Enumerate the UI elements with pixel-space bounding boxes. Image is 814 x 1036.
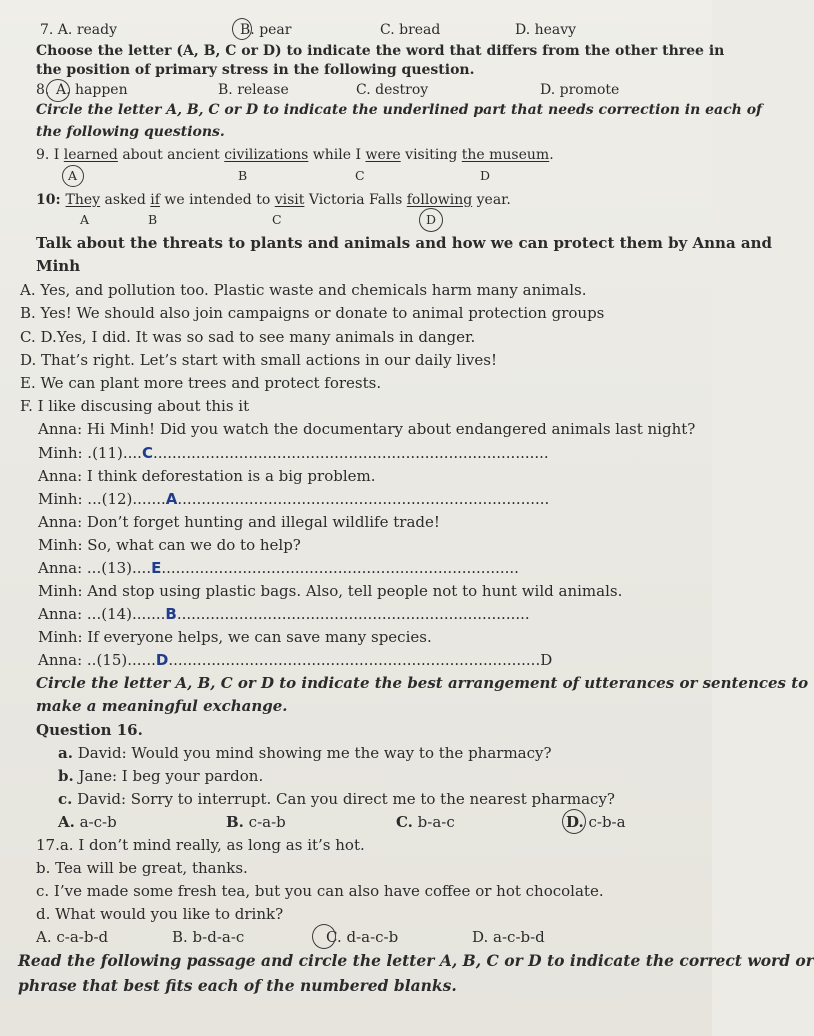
dialogue-blank-suffix: D bbox=[540, 651, 553, 669]
dialogue-blank-prefix: Minh: ...(12)....... bbox=[38, 490, 166, 508]
dialogue-line: Minh: So, what can we do to help? bbox=[38, 536, 301, 554]
utterance-d: D. That’s right. Let’s start with small actions in our daily lives! bbox=[20, 351, 497, 369]
q10-part-4: year. bbox=[472, 192, 511, 208]
q9-label-a: A bbox=[68, 168, 78, 183]
dialogue-title-line1: Talk about the threats to plants and animals and how we can protect them by Anna and bbox=[36, 234, 772, 252]
q10-label-a: A bbox=[80, 212, 90, 227]
q9-underline-a: learned bbox=[63, 147, 118, 163]
dialogue-line bbox=[38, 558, 519, 578]
q10-part-1: asked bbox=[100, 192, 151, 208]
q10-label-c: C bbox=[272, 212, 282, 227]
handwritten-answer: E bbox=[151, 559, 162, 577]
q10-underline-d: following bbox=[406, 192, 473, 208]
arrange-instruction-line1: Circle the letter A, B, C or D to indicate the best arrangement of utterances or sentences to bbox=[36, 674, 809, 692]
answer-circle bbox=[419, 208, 443, 232]
utterance-e: E. We can plant more trees and protect forests. bbox=[20, 374, 382, 392]
handwritten-answer: D bbox=[155, 651, 169, 669]
reading-instruction-line1: Read the following passage and circle the letter A, B, C or D to indicate the correct word or bbox=[18, 951, 814, 970]
q16-line-a: a. David: Would you mind showing me the way to the pharmacy? bbox=[58, 744, 552, 762]
dialogue-blank-prefix: Minh: .(11).... bbox=[38, 444, 142, 462]
q9-part-3: while I bbox=[308, 147, 366, 163]
q16-option-b: B. c-a-b bbox=[226, 813, 286, 831]
q10-label-b: B bbox=[148, 212, 158, 227]
answer-circle bbox=[312, 924, 336, 949]
utterance-b: B. Yes! We should also join campaigns or donate to animal protection groups bbox=[20, 304, 605, 322]
utterance-a: A. Yes, and pollution too. Plastic waste and chemicals harm many animals. bbox=[20, 281, 587, 299]
q9-part-4: visiting bbox=[400, 147, 462, 163]
handwritten-answer: C bbox=[141, 444, 153, 462]
dialogue-line: Anna: Hi Minh! Did you watch the documentary about endangered animals last night? bbox=[38, 420, 696, 438]
q17-option-b: B. b-d-a-c bbox=[172, 928, 245, 946]
dialogue-blank-dots: .......................................................................... bbox=[176, 605, 530, 623]
q7-option-d: D. heavy bbox=[515, 22, 577, 38]
arrange-instruction-line2: make a meaningful exchange. bbox=[36, 697, 288, 715]
q10-part-2: we intended to bbox=[159, 192, 275, 208]
dialogue-title-line2: Minh bbox=[36, 257, 81, 275]
dialogue-line bbox=[38, 650, 552, 670]
q17-line-a: 17.a. I don’t mind really, as long as it’s hot. bbox=[36, 836, 365, 854]
reading-instruction-line2: phrase that best fits each of the numbered blanks. bbox=[18, 976, 457, 995]
q16-option-a: A. a-c-b bbox=[58, 813, 117, 831]
stress-instruction-line1: Choose the letter (A, B, C or D) to indicate the word that differs from the other three in bbox=[36, 43, 725, 59]
q17-line-b: b. Tea will be great, thanks. bbox=[36, 859, 248, 877]
q10-underline-a: They bbox=[65, 192, 101, 208]
dialogue-line: Minh: And stop using plastic bags. Also, tell people not to hunt wild animals. bbox=[38, 582, 623, 600]
answer-circle bbox=[46, 79, 70, 102]
q10-underline-b: if bbox=[150, 192, 160, 208]
handwritten-answer: A bbox=[165, 490, 178, 508]
q8-option-b: B. release bbox=[218, 82, 289, 98]
dialogue-blank-dots: ................................................................................... bbox=[152, 444, 549, 462]
dialogue-line bbox=[38, 443, 549, 463]
q10-part-3: Victoria Falls bbox=[304, 192, 407, 208]
q8-number: 8. bbox=[36, 82, 50, 98]
dialogue-line: Anna: Don’t forget hunting and illegal wildlife trade! bbox=[38, 513, 440, 531]
dialogue-blank-dots: .............................................................................. bbox=[177, 490, 550, 508]
answer-circle bbox=[62, 165, 84, 187]
q8-option-d: D. promote bbox=[540, 82, 620, 98]
dialogue-blank-prefix: Anna: ...(13).... bbox=[38, 559, 152, 577]
dialogue-line bbox=[38, 604, 530, 624]
q9-part-1: 9. I bbox=[36, 147, 64, 163]
q16-heading: Question 16. bbox=[36, 721, 143, 739]
q9-part-2: about ancient bbox=[117, 147, 225, 163]
q9-underline-c: were bbox=[365, 147, 401, 163]
q8-option-a: A. happen bbox=[56, 82, 128, 98]
q17-option-a: A. c-a-b-d bbox=[36, 928, 109, 946]
q10-label-d: D bbox=[426, 212, 437, 227]
q10-number: 10: bbox=[36, 192, 66, 208]
q16-option-c: C. b-a-c bbox=[396, 813, 455, 831]
dialogue-blank-prefix: Anna: ...(14)....... bbox=[38, 605, 166, 623]
handwritten-answer: B bbox=[165, 605, 177, 623]
q10-sentence bbox=[36, 190, 511, 210]
q9-label-c: C bbox=[355, 168, 365, 183]
answer-circle bbox=[562, 809, 586, 834]
dialogue-blank-dots: .............................................................................. bbox=[168, 651, 541, 669]
utterance-c: C. D.Yes, I did. It was so sad to see many animals in danger. bbox=[20, 328, 476, 346]
dialogue-line: Minh: If everyone helps, we can save many species. bbox=[38, 628, 432, 646]
q17-option-c: C. d-a-c-b bbox=[326, 928, 399, 946]
q10-underline-c: visit bbox=[274, 192, 305, 208]
q16-line-b: b. Jane: I beg your pardon. bbox=[58, 767, 264, 785]
q16-option-d: D. c-b-a bbox=[566, 813, 626, 831]
q9-underline-d: the museum bbox=[461, 147, 550, 163]
stress-instruction-line2: the position of primary stress in the following question. bbox=[36, 62, 475, 78]
q17-line-c: c. I’ve made some fresh tea, but you can also have coffee or hot chocolate. bbox=[36, 882, 604, 900]
q9-part-5: . bbox=[549, 147, 554, 163]
q16-line-c: c. David: Sorry to interrupt. Can you direct me to the nearest pharmacy? bbox=[58, 790, 615, 808]
q7-option-b: B. pear bbox=[240, 22, 292, 38]
answer-circle bbox=[232, 18, 252, 40]
q17-option-d: D. a-c-b-d bbox=[472, 928, 545, 946]
q7-option-c: C. bread bbox=[380, 22, 441, 38]
utterance-f: F. I like discusing about this it bbox=[20, 397, 250, 415]
error-instruction-line2: the following questions. bbox=[36, 124, 225, 140]
q9-underline-b: civilizations bbox=[224, 147, 309, 163]
q8-option-c: C. destroy bbox=[356, 82, 429, 98]
q9-label-b: B bbox=[238, 168, 248, 183]
q17-line-d: d. What would you like to drink? bbox=[36, 905, 284, 923]
dialogue-blank-prefix: Anna: ..(15)...... bbox=[38, 651, 156, 669]
error-instruction-line1: Circle the letter A, B, C or D to indicate the underlined part that needs correction in each of bbox=[36, 102, 763, 118]
dialogue-blank-dots: ........................................................................... bbox=[161, 559, 519, 577]
dialogue-line: Anna: I think deforestation is a big problem. bbox=[38, 467, 376, 485]
dialogue-line bbox=[38, 489, 549, 509]
q9-label-d: D bbox=[480, 168, 491, 183]
q7-option-a: 7. A. ready bbox=[40, 22, 118, 38]
q9-sentence bbox=[36, 145, 554, 165]
